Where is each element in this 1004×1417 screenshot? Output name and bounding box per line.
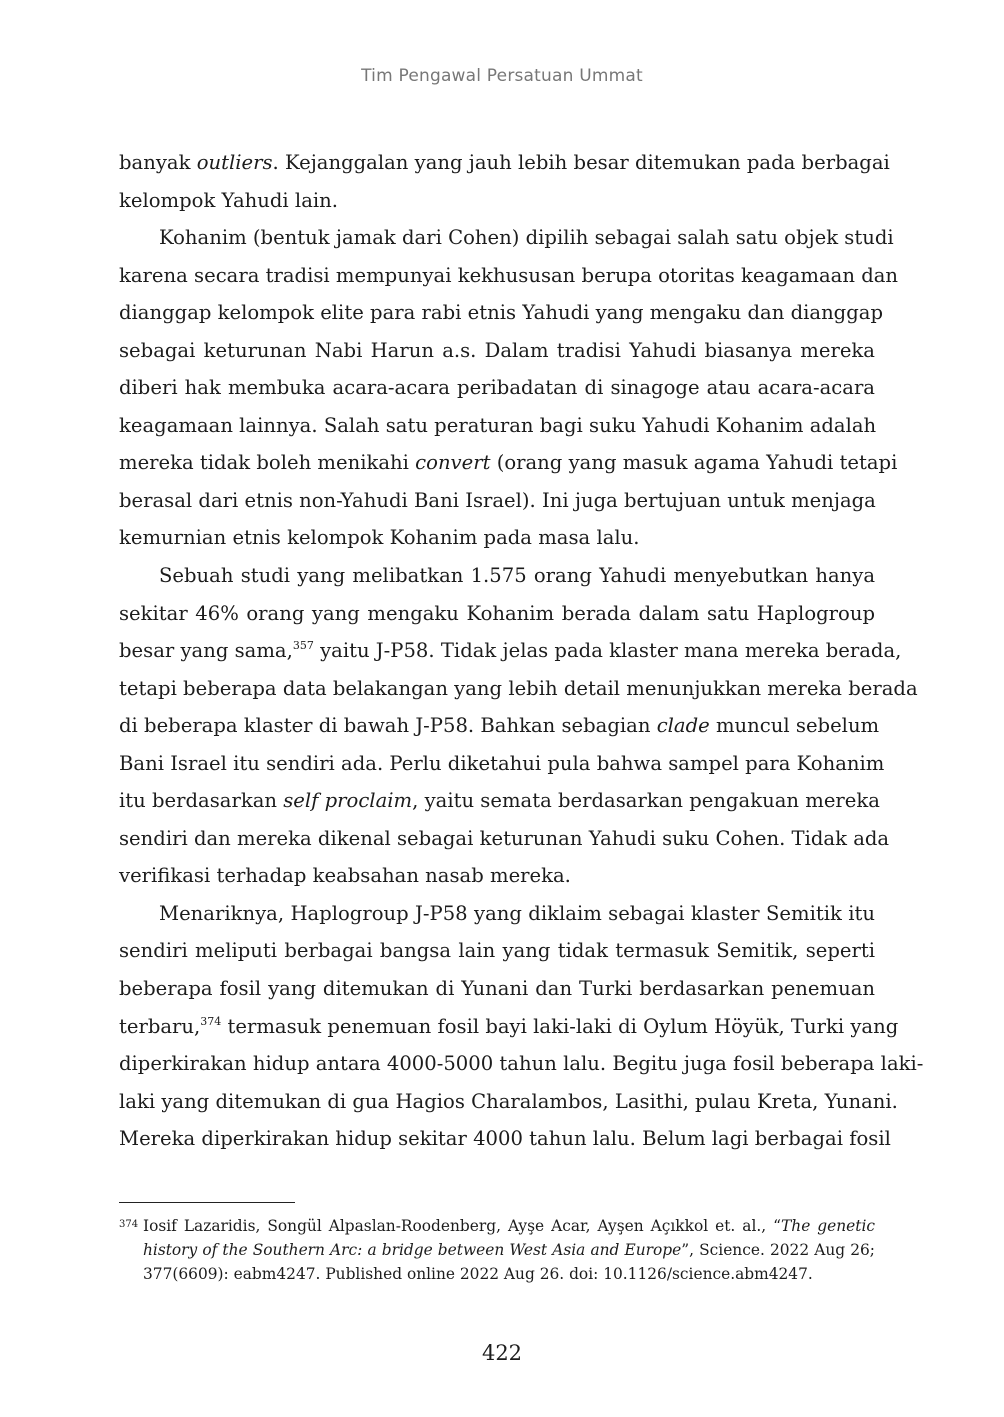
page-number: 422 — [481, 1341, 523, 1365]
footnote-line: 377(6609): eabm4247. Published online 2022 Aug 26. doi: 10.1126/science.abm4247. — [143, 1265, 813, 1283]
paragraph-4-line: diperkirakan hidup antara 4000-5000 tahun lalu. Begitu juga fosil beberapa laki- — [119, 1052, 924, 1076]
paragraph-2-line: mereka tidak boleh menikahi convert (orang yang masuk agama Yahudi tetapi — [119, 451, 898, 475]
footnote-number: 374 — [119, 1219, 139, 1230]
paragraph-3-line: sekitar 46% orang yang mengaku Kohanim berada dalam satu Haplogroup — [119, 601, 875, 625]
footnote-374 — [119, 1214, 875, 1286]
paragraph-3-line: Bani Israel itu sendiri ada. Perlu diketahui pula bahwa sampel para Kohanim — [119, 751, 885, 775]
paragraph-3-line: besar yang sama,$^{357}$ yaitu J-P58. Tidak jelas pada klaster mana mereka berada, — [119, 639, 902, 663]
running-head: Tim Pengawal Persatuan Ummat — [361, 66, 643, 86]
footnote-ref-357[interactable]: 357 — [292, 639, 314, 653]
paragraph-1-line: kelompok Yahudi lain. — [119, 188, 338, 212]
paragraph-2-line: dianggap kelompok elite para rabi etnis Yahudi yang mengaku dan dianggap — [119, 301, 883, 325]
body-text — [119, 144, 924, 1158]
paragraph-2-line: keagamaan lainnya. Salah satu peraturan bagi suku Yahudi Kohanim adalah — [119, 413, 877, 437]
paragraph-1-line: banyak outliers. Kejanggalan yang jauh lebih besar ditemukan pada berbagai — [119, 151, 890, 174]
paragraph-2-line: sebagai keturunan Nabi Harun a.s. Dalam tradisi Yahudi biasanya mereka — [119, 338, 875, 362]
paragraph-4-line: terbaru,$^{374}$ termasuk penemuan fosil bayi laki-laki di Oylum Höyük, Turki yang — [119, 1014, 899, 1038]
paragraph-4-line: beberapa fosil yang ditemukan di Yunani dan Turki berdasarkan penemuan — [119, 977, 875, 1001]
paragraph-3-line: sendiri dan mereka dikenal sebagai keturunan Yahudi suku Cohen. Tidak ada — [119, 826, 890, 850]
paragraph-2-line: Kohanim (bentuk jamak dari Cohen) dipilih sebagai salah satu objek studi — [159, 226, 894, 250]
footnote-line: Iosif Lazaridis, Songül Alpaslan-Roodenberg, Ayşe Acar, Ayşen Açıkkol et. al., “The genetic — [143, 1217, 875, 1235]
footnote-separator — [119, 1202, 295, 1203]
footnote-ref-374[interactable]: 374 — [200, 1014, 222, 1028]
paragraph-3-line: Sebuah studi yang melibatkan 1.575 orang Yahudi menyebutkan hanya — [159, 564, 875, 588]
paragraph-3-line: verifikasi terhadap keabsahan nasab mereka. — [119, 864, 571, 888]
paragraph-3-line: tetapi beberapa data belakangan yang lebih detail menunjukkan mereka berada — [119, 676, 918, 700]
footnote-line: history of the Southern Arc: a bridge between West Asia and Europe”, Science. 2022 Aug 26; — [143, 1241, 875, 1259]
paragraph-4-line: laki yang ditemukan di gua Hagios Charalambos, Lasithi, pulau Kreta, Yunani. — [119, 1089, 898, 1113]
paragraph-4-line: Mereka diperkirakan hidup sekitar 4000 tahun lalu. Belum lagi berbagai fosil — [119, 1127, 891, 1151]
paragraph-2-line: berasal dari etnis non-Yahudi Bani Israel). Ini juga bertujuan untuk menjaga — [119, 488, 876, 512]
paragraph-4-line: sendiri meliputi berbagai bangsa lain yang tidak termasuk Semitik, seperti — [119, 939, 875, 963]
paragraph-2-line: kemurnian etnis kelompok Kohanim pada masa lalu. — [119, 526, 640, 550]
paragraph-3-line: itu berdasarkan self proclaim, yaitu semata berdasarkan pengakuan mereka — [119, 789, 880, 813]
paragraph-3-line: di beberapa klaster di bawah J-P58. Bahkan sebagian clade muncul sebelum — [119, 714, 880, 738]
paragraph-2-line: diberi hak membuka acara-acara peribadatan di sinagoge atau acara-acara — [119, 376, 875, 400]
paragraph-4-line: Menariknya, Haplogroup J-P58 yang diklaim sebagai klaster Semitik itu — [159, 901, 875, 925]
paragraph-2-line: karena secara tradisi mempunyai kekhususan berupa otoritas keagamaan dan — [119, 263, 899, 287]
